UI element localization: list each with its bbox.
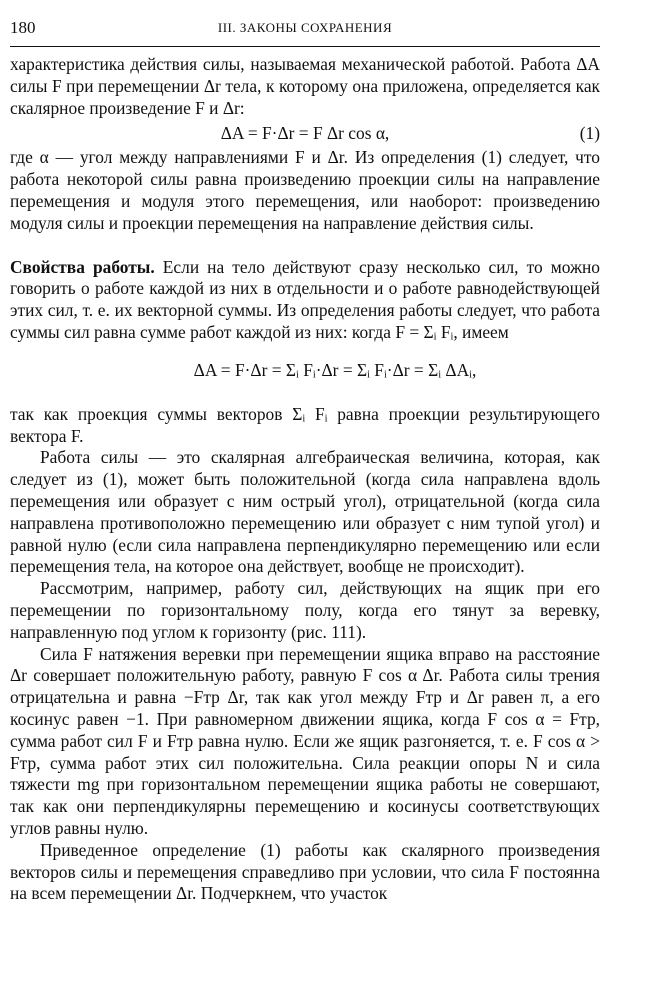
page-header xyxy=(10,18,600,44)
paragraph-6: Рассмотрим, например, работу сил, действующих на ящик при его перемещении по горизонтальному полу, когда его тянут за веревку, направленную под углом к горизонту (рис. 111). xyxy=(10,578,600,642)
section-heading: Свойства работы. xyxy=(10,256,155,277)
body-text xyxy=(10,54,600,905)
paragraph-3 xyxy=(10,257,600,344)
formula-1-number: (1) xyxy=(579,123,600,144)
paragraph-7: Сила F натяжения веревки при перемещении ящика вправо на расстояние Δr совершает положительную работу, равную F cos α Δr. Работа силы трения отрицательна и равна −Fтр Δr, так как угол между Fтр и Δr равен π, а его косинус равен −1. При равномерном движении ящика, когда F cos α = Fтр, сумма работ сил F и Fтр равна нулю. Если же ящик разгоняется, т. е. F cos α > Fтр, сумма работ этих сил положительна. Сила реакции опоры N и сила тяжести mg при горизонтальном перемещении ящика работы не совершают, так как они перпендикулярны перемещению и косинусы соответствующих углов равны нулю. xyxy=(10,643,600,838)
paragraph-1: характеристика действия силы, называемая механической работой. Работа ΔA силы F при перемещении Δr тела, к которому она приложена, определяется как скалярное произведение F и Δr: xyxy=(10,54,600,118)
formula-1-expression: ΔA = F·Δr = F Δr cos α, xyxy=(220,123,390,144)
formula-1 xyxy=(10,119,600,147)
header-rule xyxy=(10,46,600,47)
paragraph-5: Работа силы — это скалярная алгебраическая величина, которая, как следует из (1), может быть положительной (когда сила направлена вдоль перемещения или образует с ним острый угол), отрицательной (когда сила направлена противоположно перемещению или образует с ним тупой угол) и равной нулю (если сила направлена перпендикулярно перемещению или если перемещения тела, на которое она действует, вообще не происходит). xyxy=(10,447,600,577)
paragraph-4: так как проекция суммы векторов Σᵢ Fᵢ равна проекции результирующего вектора F. xyxy=(10,403,600,446)
formula-2: ΔA = F·Δr = Σᵢ Fᵢ·Δr = Σᵢ Fᵢ·Δr = Σᵢ ΔAᵢ, xyxy=(193,359,477,380)
page-number: 180 xyxy=(10,18,36,37)
paragraph-2: где α — угол между направлениями F и Δr. Из определения (1) следует, что работа некоторой силы равна произведению проекции силы на направление перемещения и модуля этого перемещения, или наоборот: произведению модуля силы и проекции перемещения на направление действия силы. xyxy=(10,147,600,233)
paragraph-8: Приведенное определение (1) работы как скалярного произведения векторов силы и перемещения справедливо при условии, что сила F постоянна на всем перемещении Δr. Подчеркнем, что участок xyxy=(10,839,600,904)
paragraph-3-text: Если на тело действуют сразу несколько сил, то можно говорить о работе каждой из них в отдельности и о работе равнодействующей этих сил, т. е. их векторной суммы. Из определения работы следует, что работа суммы сил равна сумме работ каждой из них: когда F = Σᵢ Fᵢ, имеем xyxy=(10,256,601,342)
running-head: III. ЗАКОНЫ СОХРАНЕНИЯ xyxy=(217,20,393,35)
